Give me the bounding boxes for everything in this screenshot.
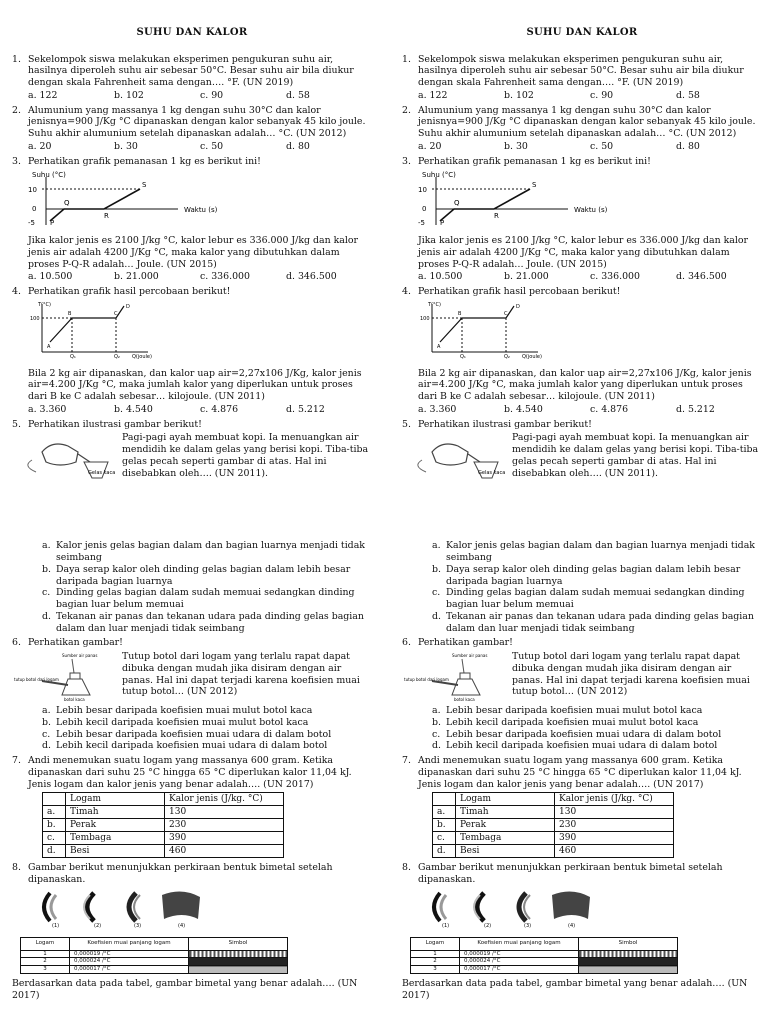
point-A: A bbox=[47, 343, 51, 350]
svg-text:(3): (3) bbox=[524, 922, 532, 929]
table-row: a. Timah 130 bbox=[433, 806, 674, 819]
table-row: 3 0,000017 /°C bbox=[21, 966, 288, 974]
options bbox=[402, 705, 762, 752]
option-b: b. 21.000 bbox=[114, 271, 159, 283]
option-d: d. Lebih kecil daripada koefisien muai udara di dalam botol bbox=[42, 740, 328, 752]
point-R: R bbox=[104, 212, 109, 221]
svg-text:B: B bbox=[458, 310, 462, 317]
option-c: c. Dinding gelas bagian dalam sudah memuai sedangkan dinding bagian luar belum memuai bbox=[432, 587, 745, 610]
table-row: 1 0,000019 /°C bbox=[411, 950, 678, 958]
graph-xlabel: Waktu (s) bbox=[184, 206, 218, 215]
metal-table bbox=[432, 792, 674, 858]
question-5: 5. Perhatikan ilustrasi gambar berikut! Gelas kaca Pagi-pagi ayah membuat kopi. Ia menuangkan air mendidih ke dalam gelas yang berisi kopi. Tiba-tiba gelas pecah seperti gambar di atas. Hal ini disebabkan oleh…. (UN 2011). a. Kalor jenis gelas bagian dalam dan bagian luarnya menjadi tidak seimbang b. Daya serap kalor oleh dinding gelas bagian dalam lebih besar daripada bagian luarnya c. Dinding gelas bagian dalam sudah memuai sedangkan dinding bagian luar belum memuai d. Tekanan air panas dan tekanan udara pada dinding gelas bagian dalam dan luar menjadi tidak seimbang bbox=[402, 419, 762, 635]
svg-text:Q₂: Q₂ bbox=[504, 353, 510, 360]
option-a: a. 20 bbox=[28, 140, 52, 152]
tick-100: 100 bbox=[30, 315, 40, 322]
left-column bbox=[12, 0, 372, 1024]
svg-text:D: D bbox=[516, 303, 520, 310]
question-7: 7. Andi menemukan suatu logam yang massanya 600 gram. Ketika dipanaskan dari suhu 25 °C hingga 65 °C diperlukan kalor 11,04 kJ. Jenis logam dan kalor jenis yang benar adalah…. (UN 2017) Logam Kalor jenis (J/kg. °C) a. Timah 130 b. Perak 230 c. Tembaga 390 d. Besi 460 bbox=[402, 755, 762, 858]
option-c: c. Lebih besar daripada koefisien muai udara di dalam botol bbox=[42, 728, 332, 740]
point-D: D bbox=[126, 303, 130, 310]
question-5: 5. Perhatikan ilustrasi gambar berikut! Gelas kaca Pagi-pagi ayah membuat kopi. Ia menuangkan air mendidih ke dalam gelas yang berisi kopi. Tiba-tiba gelas pecah seperti gambar di atas. Hal ini disebabkan oleh…. (UN 2011). a. Kalor jenis gelas bagian dalam dan bagian luarnya menjadi tidak seimbang b. Daya serap kalor oleh dinding gelas bagian dalam lebih besar daripada bagian luarnya c. Dinding gelas bagian dalam sudah memuai sedangkan dinding bagian luar belum memuai d. Tekanan air panas dan tekanan udara pada dinding gelas bagian dalam dan luar menjadi tidak seimbang bbox=[12, 419, 372, 635]
svg-text:(4): (4) bbox=[178, 922, 186, 929]
svg-text:(1): (1) bbox=[52, 922, 60, 929]
page-title: SUHU DAN KALOR bbox=[526, 27, 638, 38]
option-a: a. 122 bbox=[28, 89, 58, 101]
heating-curve bbox=[50, 306, 124, 342]
question-4: 4. Perhatikan grafik hasil percobaan berikut! T(°C) 100 A B C D Q₁ Q₂ Q(joule) Bila 2 kg air dipanaskan, dan kalor uap air=2,27x106 J/Kg, kalor jenis air=4.200 J/Kg °C, maka jumlah kalor yang diperlukan untuk proses dari B ke C adalah sebesar… kilojoule. (UN 2011) a. 3.360 b. 4.540 c. 4.876 d. 5.212 bbox=[402, 286, 762, 416]
question-text-2: Bila 2 kg air dipanaskan, dan kalor uap air=2,27x106 J/Kg, kalor jenis air=4.200 J/Kg °C, maka jumlah kalor yang diperlukan untuk proses dari B ke C adalah sebesar… kilojoule. (UN 2011) bbox=[418, 367, 752, 402]
table-header: Logam Koefisien muai panjang logam Simbol bbox=[411, 937, 678, 950]
question-text-2: Bila 2 kg air dipanaskan, dan kalor uap air=2,27x106 J/Kg, kalor jenis air=4.200 J/Kg °C, maka jumlah kalor yang diperlukan untuk proses dari B ke C adalah sebesar… kilojoule. (UN 2011) bbox=[28, 367, 362, 402]
tick-q1: Q₁ bbox=[70, 353, 76, 360]
question-3: 3. Perhatikan grafik pemanasan 1 kg es berikut ini! Suhu (°C) 10 0 -5 P Q R S Waktu (s) Jika kalor jenis es 2100 J/kg °C, kalor lebur es 336.000 J/kg dan kalor jenis air adalah 4200 J/Kg °C, maka kalor yang dibutuhkan dalam proses P-Q-R adalah… Joule. (UN 2015) a. 10.500 b. 21.000 c. 336.000 d. 346.500 bbox=[12, 156, 372, 284]
options bbox=[12, 90, 372, 102]
table-row: 2 0,000024 /°C bbox=[411, 958, 678, 966]
option-d: d. Lebih kecil daripada koefisien muai udara di dalam botol bbox=[432, 740, 718, 752]
option-c: c. 4.876 bbox=[590, 403, 629, 415]
bottle-illustration bbox=[402, 651, 512, 703]
question-text: Andi menemukan suatu logam yang massanya 600 gram. Ketika dipanaskan dari suhu 25 °C hingga 65 °C diperlukan kalor 11,04 kJ. Jenis logam dan kalor jenis yang benar adalah…. (UN 2017) bbox=[418, 755, 742, 790]
options bbox=[402, 271, 762, 283]
question-text: Perhatikan grafik pemanasan 1 kg es berikut ini! bbox=[28, 155, 261, 167]
option-a: a. 20 bbox=[418, 140, 442, 152]
question-text: Andi menemukan suatu logam yang massanya 600 gram. Ketika dipanaskan dari suhu 25 °C hingga 65 °C diperlukan kalor 11,04 kJ. Jenis logam dan kalor jenis yang benar adalah…. (UN 2017) bbox=[28, 755, 352, 790]
svg-text:Gelas kaca: Gelas kaca bbox=[478, 470, 506, 477]
option-a: a. Lebih besar daripada koefisien muai mulut botol kaca bbox=[42, 705, 313, 716]
option-d: d. Tekanan air panas dan tekanan udara pada dinding gelas bagian dalam dan luar menjadi tidak seimbang bbox=[432, 610, 754, 634]
graph-ylabel: Suhu (°C) bbox=[32, 171, 66, 180]
option-d: d. 58 bbox=[676, 89, 700, 101]
bimetal-1 bbox=[44, 893, 50, 921]
point-C: C bbox=[114, 310, 118, 317]
table-row: d. Besi 460 bbox=[43, 845, 284, 858]
right-column bbox=[402, 0, 762, 1024]
options bbox=[402, 540, 762, 634]
svg-text:Sumber air panas: Sumber air panas bbox=[452, 653, 488, 658]
option-a: a. 10.500 bbox=[418, 271, 463, 283]
option-d: d. 5.212 bbox=[676, 403, 715, 415]
options bbox=[12, 540, 372, 634]
question-8: 8. Gambar berikut menunjukkan perkiraan bentuk bimetal setelah dipanaskan. (1) (2) (3) (4) Logam Koefisien muai panjang logam Simbol 1 0,000019 /°C 2 0,000024 /°C 3 0,000017 /°C Berdasarkan data pada tabel, gambar bimetal yang benar adalah…. (UN 2017) bbox=[402, 862, 762, 1001]
question-8: 8. Gambar berikut menunjukkan perkiraan bentuk bimetal setelah dipanaskan. (1) (2) (3) (4) Logam Koefisien muai panjang logam Simbol 1 0,000019 /°C 2 0,000024 /°C 3 0,000017 /°C Berdasarkan data pada tabel, gambar bimetal yang benar adalah…. (UN 2017) bbox=[12, 862, 372, 1001]
graph-ylabel: T(°C) bbox=[38, 301, 51, 308]
question-text-2: Jika kalor jenis es 2100 J/kg °C, kalor lebur es 336.000 J/kg dan kalor jenis air adalah 4200 J/Kg °C, maka kalor yang dibutuhkan dalam proses P-Q-R adalah… Joule. (UN 2015) bbox=[28, 235, 358, 270]
question-text: Perhatikan ilustrasi gambar berikut! bbox=[418, 418, 592, 430]
bimetal-4 bbox=[162, 891, 200, 919]
table-row: 1 0,000019 /°C bbox=[21, 950, 288, 958]
svg-text:0: 0 bbox=[422, 205, 427, 214]
option-b: b. 102 bbox=[114, 89, 144, 101]
side-text: Pagi-pagi ayah membuat kopi. Ia menuangkan air mendidih ke dalam gelas yang berisi kopi. Tiba-tiba gelas pecah seperti gambar di atas. Hal ini disebabkan oleh…. (UN 2011). bbox=[512, 432, 759, 479]
svg-text:(3): (3) bbox=[134, 922, 142, 929]
question-text: Sekelompok siswa melakukan eksperimen pengukuran suhu air, hasilnya diperoleh suhu air sebesar 50°C. Besar suhu air bila diukur dengan skala Fahrenheit sama dengan…. °F. (UN 2019) bbox=[418, 53, 744, 88]
question-1: 1. Sekelompok siswa melakukan eksperimen pengukuran suhu air, hasilnya diperoleh suhu air sebesar 50°C. Besar suhu air bila diukur dengan skala Fahrenheit sama dengan…. °F. (UN 2019) a. 122 b. 102 c. 90 d. 58 bbox=[402, 54, 762, 102]
option-b: b. 21.000 bbox=[504, 271, 549, 283]
point-S: S bbox=[142, 181, 147, 190]
question-6: 6. Perhatikan gambar! Sumber air panas tutup botol dari logam botol kaca Tutup botol dari logam yang terlalu rapat dapat dibuka dengan mudah jika disiram dengan air panas. Hal ini dapat terjadi karena koefisien muai tutup botol… (UN 2012) a. Lebih besar daripada koefisien muai mulut botol kaca b. Lebih kecil daripada koefisien muai mulut botol kaca c. Lebih besar daripada koefisien muai udara di dalam botol d. Lebih kecil daripada koefisien muai udara di dalam botol bbox=[12, 637, 372, 752]
kettle-icon bbox=[432, 444, 468, 465]
question-3: 3. Perhatikan grafik pemanasan 1 kg es berikut ini! Suhu (°C) 10 0 -5 P Q R S Waktu (s) Jika kalor jenis es 2100 J/kg °C, kalor lebur es 336.000 J/kg dan kalor jenis air adalah 4200 J/Kg °C, maka kalor yang dibutuhkan dalam proses P-Q-R adalah… Joule. (UN 2015) a. 10.500 b. 21.000 c. 336.000 d. 346.500 bbox=[402, 156, 762, 284]
bottle-cap-icon bbox=[460, 673, 470, 679]
svg-text:Waktu (s): Waktu (s) bbox=[574, 206, 608, 215]
table-header: Logam Koefisien muai panjang logam Simbol bbox=[21, 937, 288, 950]
option-c: c. Lebih besar daripada koefisien muai udara di dalam botol bbox=[432, 728, 722, 740]
svg-text:T(°C): T(°C) bbox=[428, 301, 441, 308]
kettle-glass-illustration bbox=[12, 432, 122, 480]
option-b: b. 4.540 bbox=[114, 403, 153, 415]
question-1: 1. Sekelompok siswa melakukan eksperimen pengukuran suhu air, hasilnya diperoleh suhu air sebesar 50°C. Besar suhu air bila diukur dengan skala Fahrenheit sama dengan…. °F. (UN 2019) a. 122 b. 102 c. 90 d. 58 bbox=[12, 54, 372, 102]
svg-text:Suhu (°C): Suhu (°C) bbox=[422, 171, 456, 180]
option-d: d. 80 bbox=[676, 140, 700, 152]
svg-text:R: R bbox=[494, 212, 499, 221]
option-d: d. Tekanan air panas dan tekanan udara pada dinding gelas bagian dalam dan luar menjadi tidak seimbang bbox=[42, 610, 364, 634]
question-text: Alumunium yang massanya 1 kg dengan suhu 30°C dan kalor jenisnya=900 J/Kg °C dipanaskan dengan kalor sebanyak 45 kilo joule. Suhu akhir alumunium setelah dipanaskan adalah… °C. (UN 2012) bbox=[28, 104, 366, 139]
table-row: c. Tembaga 390 bbox=[43, 832, 284, 845]
label-hot-water: Sumber air panas bbox=[62, 653, 98, 658]
option-c: c. Dinding gelas bagian dalam sudah memuai sedangkan dinding bagian luar belum memuai bbox=[42, 587, 355, 610]
page-title: SUHU DAN KALOR bbox=[136, 27, 248, 38]
svg-text:10: 10 bbox=[418, 186, 427, 195]
svg-text:(1): (1) bbox=[442, 922, 450, 929]
question-text-2: Jika kalor jenis es 2100 J/kg °C, kalor lebur es 336.000 J/kg dan kalor jenis air adalah 4200 J/Kg °C, maka kalor yang dibutuhkan dalam proses P-Q-R adalah… Joule. (UN 2015) bbox=[418, 235, 748, 270]
question-text-2: Berdasarkan data pada tabel, gambar bimetal yang benar adalah…. (UN 2017) bbox=[12, 978, 358, 1001]
svg-text:S: S bbox=[532, 181, 537, 190]
svg-text:C: C bbox=[504, 310, 508, 317]
table-row: c. Tembaga 390 bbox=[433, 832, 674, 845]
bottle-cap-icon bbox=[70, 673, 80, 679]
glass-caption: Gelas kaca bbox=[88, 470, 116, 477]
heating-graph-water bbox=[28, 300, 178, 360]
question-7: 7. Andi menemukan suatu logam yang massanya 600 gram. Ketika dipanaskan dari suhu 25 °C hingga 65 °C diperlukan kalor 11,04 kJ. Jenis logam dan kalor jenis yang benar adalah…. (UN 2017) Logam Kalor jenis (J/kg. °C) a. Timah 130 b. Perak 230 c. Tembaga 390 d. Besi 460 bbox=[12, 755, 372, 858]
svg-text:Q₁: Q₁ bbox=[460, 353, 466, 360]
kettle-icon bbox=[42, 444, 78, 465]
question-text: Gambar berikut menunjukkan perkiraan bentuk bimetal setelah dipanaskan. bbox=[418, 862, 723, 885]
svg-text:(2): (2) bbox=[484, 922, 492, 929]
options bbox=[12, 705, 372, 752]
option-b: b. Lebih kecil daripada koefisien muai mulut botol kaca bbox=[42, 716, 309, 728]
question-text: Gambar berikut menunjukkan perkiraan bentuk bimetal setelah dipanaskan. bbox=[28, 862, 333, 885]
table-row: d. Besi 460 bbox=[433, 845, 674, 858]
label-cap: tutup botol dari logam bbox=[14, 677, 59, 682]
svg-text:(2): (2) bbox=[94, 922, 102, 929]
option-c: c. 90 bbox=[590, 89, 614, 101]
options bbox=[12, 271, 372, 283]
option-a: a. 122 bbox=[418, 89, 448, 101]
bottle-illustration bbox=[12, 651, 122, 703]
bimetal-figures bbox=[422, 889, 612, 929]
option-c: c. 4.876 bbox=[200, 403, 239, 415]
point-P: P bbox=[50, 219, 55, 228]
option-a: a. Lebih besar daripada koefisien muai mulut botol kaca bbox=[432, 705, 703, 716]
svg-text:(4): (4) bbox=[568, 922, 576, 929]
option-b: b. 102 bbox=[504, 89, 534, 101]
option-b: b. Lebih kecil daripada koefisien muai mulut botol kaca bbox=[432, 716, 699, 728]
heating-graph-ice bbox=[418, 169, 638, 227]
bimetal-figures bbox=[32, 889, 222, 929]
option-a: a. 3.360 bbox=[418, 403, 457, 415]
svg-text:A: A bbox=[437, 343, 441, 350]
coefficient-table bbox=[410, 937, 678, 975]
label-bottle: botol kaca bbox=[64, 697, 85, 702]
option-c: c. 336.000 bbox=[590, 271, 640, 283]
option-b: b. 30 bbox=[504, 140, 528, 152]
option-b: b. 4.540 bbox=[504, 403, 543, 415]
heating-graph-ice bbox=[28, 169, 248, 227]
option-c: c. 50 bbox=[590, 140, 614, 152]
svg-text:botol kaca: botol kaca bbox=[454, 697, 475, 702]
table-row: 2 0,000024 /°C bbox=[21, 958, 288, 966]
option-a: a. Kalor jenis gelas bagian dalam dan bagian luarnya menjadi tidak seimbang bbox=[42, 540, 365, 563]
heating-curve bbox=[440, 306, 514, 342]
heating-graph-water bbox=[418, 300, 568, 360]
question-6: 6. Perhatikan gambar! Sumber air panas tutup botol dari logam botol kaca Tutup botol dari logam yang terlalu rapat dapat dibuka dengan mudah jika disiram dengan air panas. Hal ini dapat terjadi karena koefisien muai tutup botol… (UN 2012) a. Lebih besar daripada koefisien muai mulut botol kaca b. Lebih kecil daripada koefisien muai mulut botol kaca c. Lebih besar daripada koefisien muai udara di dalam botol d. Lebih kecil daripada koefisien muai udara di dalam botol bbox=[402, 637, 762, 752]
svg-text:-5: -5 bbox=[418, 219, 425, 228]
table-row: 3 0,000017 /°C bbox=[411, 966, 678, 974]
question-text: Perhatikan grafik hasil percobaan berikut! bbox=[28, 286, 231, 297]
side-text: Tutup botol dari logam yang terlalu rapat dapat dibuka dengan mudah jika disiram dengan air panas. Hal ini dapat terjadi karena koefisien muai tutup botol… (UN 2012) bbox=[122, 651, 360, 698]
option-d: d. 346.500 bbox=[286, 271, 337, 283]
option-d: d. 346.500 bbox=[676, 271, 727, 283]
option-a: a. 3.360 bbox=[28, 403, 67, 415]
svg-text:100: 100 bbox=[420, 315, 430, 322]
option-b: b. Daya serap kalor oleh dinding gelas bagian dalam lebih besar daripada bagian luarnya bbox=[42, 563, 351, 587]
options bbox=[402, 141, 762, 153]
table-row: a. Timah 130 bbox=[43, 806, 284, 819]
option-c: c. 336.000 bbox=[200, 271, 250, 283]
point-B: B bbox=[68, 310, 72, 317]
point-Q: Q bbox=[64, 199, 70, 208]
side-text: Pagi-pagi ayah membuat kopi. Ia menuangkan air mendidih ke dalam gelas yang berisi kopi. Tiba-tiba gelas pecah seperti gambar di atas. Hal ini disebabkan oleh…. (UN 2011). bbox=[122, 432, 369, 479]
option-a: a. 10.500 bbox=[28, 271, 73, 283]
tick-q2: Q₂ bbox=[114, 353, 120, 360]
question-text: Perhatikan grafik hasil percobaan berikut! bbox=[418, 286, 621, 297]
question-text: Perhatikan gambar! bbox=[418, 637, 513, 649]
question-text-2: Berdasarkan data pada tabel, gambar bimetal yang benar adalah…. (UN 2017) bbox=[402, 978, 748, 1001]
option-a: a. Kalor jenis gelas bagian dalam dan bagian luarnya menjadi tidak seimbang bbox=[432, 540, 755, 563]
question-4: 4. Perhatikan grafik hasil percobaan berikut! T(°C) 100 A B C D Q₁ Q₂ Q(joule) Bila 2 kg air dipanaskan, dan kalor uap air=2,27x106 J/Kg, kalor jenis air=4.200 J/Kg °C, maka jumlah kalor yang diperlukan untuk proses dari B ke C adalah sebesar… kilojoule. (UN 2011) a. 3.360 b. 4.540 c. 4.876 d. 5.212 bbox=[12, 286, 372, 416]
question-2: 2. Alumunium yang massanya 1 kg dengan suhu 30°C dan kalor jenisnya=900 J/Kg °C dipanaskan dengan kalor sebanyak 45 kilo joule. Suhu akhir alumunium setelah dipanaskan adalah… °C. (UN 2012) a. 20 b. 30 c. 50 d. 80 bbox=[402, 105, 762, 153]
graph-xlabel: Q(joule) bbox=[132, 353, 152, 360]
question-2: 2. Alumunium yang massanya 1 kg dengan suhu 30°C dan kalor jenisnya=900 J/Kg °C dipanaskan dengan kalor sebanyak 45 kilo joule. Suhu akhir alumunium setelah dipanaskan adalah… °C. (UN 2012) a. 20 b. 30 c. 50 d. 80 bbox=[12, 105, 372, 153]
tick-10: 10 bbox=[28, 186, 37, 195]
tick-neg5: -5 bbox=[28, 219, 35, 228]
svg-text:tutup botol dari logam: tutup botol dari logam bbox=[404, 677, 449, 682]
svg-text:P: P bbox=[440, 219, 445, 228]
tick-0: 0 bbox=[32, 205, 37, 214]
question-text: Sekelompok siswa melakukan eksperimen pengukuran suhu air, hasilnya diperoleh suhu air sebesar 50°C. Besar suhu air bila diukur dengan skala Fahrenheit sama dengan…. °F. (UN 2019) bbox=[28, 53, 354, 88]
question-text: Perhatikan gambar! bbox=[28, 637, 123, 649]
options bbox=[12, 404, 372, 416]
svg-text:Q(joule): Q(joule) bbox=[522, 353, 542, 360]
bottle-icon bbox=[62, 679, 90, 695]
option-c: c. 50 bbox=[200, 140, 224, 152]
option-d: d. 80 bbox=[286, 140, 310, 152]
question-text: Perhatikan ilustrasi gambar berikut! bbox=[28, 418, 202, 430]
option-d: d. 5.212 bbox=[286, 403, 325, 415]
kettle-glass-illustration bbox=[402, 432, 512, 480]
side-text: Tutup botol dari logam yang terlalu rapat dapat dibuka dengan mudah jika disiram dengan air panas. Hal ini dapat terjadi karena koefisien muai tutup botol… (UN 2012) bbox=[512, 651, 750, 698]
options bbox=[402, 90, 762, 102]
options bbox=[402, 404, 762, 416]
options bbox=[12, 141, 372, 153]
option-d: d. 58 bbox=[286, 89, 310, 101]
table-row: b. Perak 230 bbox=[433, 819, 674, 832]
coefficient-table bbox=[20, 937, 288, 975]
option-b: b. Daya serap kalor oleh dinding gelas bagian dalam lebih besar daripada bagian luarnya bbox=[432, 563, 741, 587]
table-row: b. Perak 230 bbox=[43, 819, 284, 832]
option-b: b. 30 bbox=[114, 140, 138, 152]
table-header: Logam Kalor jenis (J/kg. °C) bbox=[433, 793, 674, 806]
bottle-icon bbox=[452, 679, 480, 695]
question-text: Perhatikan grafik pemanasan 1 kg es berikut ini! bbox=[418, 155, 651, 167]
question-text: Alumunium yang massanya 1 kg dengan suhu 30°C dan kalor jenisnya=900 J/Kg °C dipanaskan dengan kalor sebanyak 45 kilo joule. Suhu akhir alumunium setelah dipanaskan adalah… °C. (UN 2012) bbox=[418, 104, 756, 139]
option-c: c. 90 bbox=[200, 89, 224, 101]
metal-table bbox=[42, 792, 284, 858]
svg-text:Q: Q bbox=[454, 199, 460, 208]
table-header: Logam Kalor jenis (J/kg. °C) bbox=[43, 793, 284, 806]
